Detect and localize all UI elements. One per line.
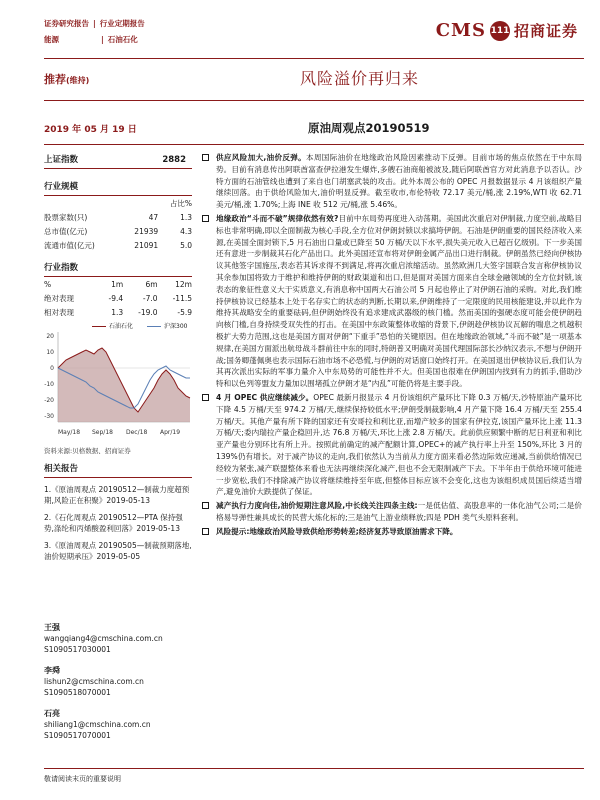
table-row: 流通市值(亿元) 21091 5.0 [44, 240, 192, 250]
analyst-name: 李舜 [44, 666, 60, 675]
subtitle-divider [44, 144, 584, 145]
share-header: 占比% [169, 198, 192, 208]
paragraph-lead: 供应风险加大,油价反弹。 [216, 153, 307, 162]
body-paragraph-2 [202, 213, 582, 390]
table-row: % 1m 6m 12m [44, 279, 192, 289]
body-paragraph-5 [202, 526, 582, 538]
body-paragraph-1 [202, 152, 582, 211]
report-date: 2019 年 05 月 19 日 [44, 125, 137, 135]
analyst-name: 王强 [44, 623, 60, 632]
report-title: 风险溢价再归来 [300, 69, 420, 88]
paragraph-text: 一是低估值、高股息率的一体化油气公司;二是价格易导弹性兼具成长的民营大炼化标的;三是油气上游业绩释放;四是 PDH 类气头原料套利。 [216, 501, 582, 522]
index-row [44, 152, 192, 169]
report-subtitle: 原油周观点20190519 [308, 121, 430, 135]
legend-benchmark-swatch [147, 326, 161, 327]
company-logo [436, 20, 578, 41]
y-tick: -20 [44, 397, 54, 404]
related-report-1[interactable]: 1.《原油周观点 20190512—制裁力度超预期,风险正在积聚》2019-05-13 [44, 485, 190, 505]
industry-area [58, 348, 190, 422]
legend-industry-swatch [92, 326, 106, 327]
table-row: 总市值(亿元) 21939 4.3 [44, 226, 192, 236]
report-category: 证券研究报告 [44, 19, 89, 28]
rating [44, 71, 89, 87]
paragraph-lead: 减产执行力度向佳,油价短期注意风险,中长线关注四条主线: [216, 501, 418, 511]
body-paragraph-3 [202, 392, 582, 498]
paragraph-lead: 风险提示: [216, 526, 250, 536]
checkbox-bullet-icon [202, 502, 209, 509]
y-tick: 10 [46, 349, 54, 356]
paragraph-text: 本周国际油价在地缘政治风险因素推动下反弹。目前市场的焦点依然在于中东局势。目前有消息传出阿联酋富查伊拉港发生爆炸,多艘石油商船被波及,随后阿联酋官方对此消息予以否认。沙特方面的石油管线也遭到了来自也门胡塞武装的攻击。此外本周公布的 OPEC 月报数据显示 4 月该组织产量继续回落。由于供给风险加大,油价明显反弹。截至收市,布伦特收 72.17 美元/桶,涨 2.19%,WTI 收 62.71 美元/桶,涨 1.70%;上海 INE 收 512 元/桶,涨 5.46%。 [216, 153, 582, 210]
perf-title: 行业指数 [44, 260, 192, 277]
table-row: 绝对表现 -9.4 -7.0 -11.5 [44, 293, 192, 303]
performance-chart [44, 330, 192, 438]
report-type: 行业定期报告 [99, 19, 145, 28]
x-tick: May/18 [58, 429, 81, 436]
index-label: 上证指数 [44, 155, 79, 165]
table-row [44, 196, 192, 210]
index-value: 2882 [162, 155, 186, 165]
analyst-id: S1090517030001 [44, 645, 111, 654]
analyst-email[interactable]: shiliang1@cmschina.com.cn [44, 720, 151, 729]
checkbox-bullet-icon [202, 394, 209, 401]
x-tick: Sep/18 [92, 429, 113, 436]
x-tick: Dec/18 [126, 429, 148, 436]
body-paragraph-4 [202, 500, 582, 524]
paragraph-text: 目前中东局势再度进入动荡期。美国此次重启对伊制裁,力度空前,战略目标也非常明确,即以全面制裁为核心手段,全方位对伊朗封锁以求搞垮伊朗。石油是伊朗重要的国民经济收入来源,在美国全面封锁下,5 月石油出口量或已降至 50 万桶/天以下水平,损失美元收入已超百亿级别。下一步美国还有意进一步制裁其石化产品出口。此外美国还宣布将对伊朗金属产品出口进行制裁。伊朗虽然已经向伊核协议其他签字国施压,表态若其诉求得不到满足,将再次重启浓缩活动。虽然欧洲几大签字国联合发言称伊核协议其余参加国将致力于维护和维持伊朗的财政渠道和出口,但是面对美国方面来自全球金融领域的全方位封锁,该表态的象征性意义大于实质意义,有消息称中国两大石油公司 5 月起也停止了对伊朗石油的采购。对此,我们维持伊核协议已经基本上处于名存实亡的状态的判断,长期以来,伊朗维持了一定限度的民用核能建设,并以此作为维持其战略安全的重要砝码,但伊朗始终没有追求建成武器级的核门槛。然而美国的强硬态度可能会使伊朗趋向核门槛,自身持续受双失性的打击。在美国中东政策整体收缩的背景下,伊朗趁伊核协议瓦解的喘息之机越积极扩大势力范围,这也是美国方面对伊朗“下重手”恐怕的关键原因。但在地缘政治领域,“斗而不破”是一项基本规律,在美国方面派出航母战斗群前往中东的同时,特朗普又明确对美国代理国际部长沙纳汉表示,不想与伊朗开战;国务卿蓬佩奥也表示国际石油市场不必恐慌,与伊朗的对话窗口始终打开。在美国退出伊核协议后,我们认为其再次派出实际的军事力量介入中东局势的可能性并不大。但美国也很难在伊朗国内找到有力的抓手,借助沙特和以色列等盟友力量加以围堵孤立伊朗才是“内乱”可能仍将是主要手段。 [216, 213, 582, 389]
checkbox-bullet-icon [202, 154, 209, 161]
paragraph-lead: 4 月 OPEC 供应继续减少。 [216, 392, 314, 402]
report-industry: 石油石化 [107, 35, 138, 44]
sidebar [44, 152, 192, 741]
footer-note: 敬请阅读末页的重要说明 [44, 775, 121, 783]
y-tick: -10 [44, 381, 54, 388]
table-row: 股票家数(只) 47 1.3 [44, 212, 192, 222]
performance-table [44, 277, 192, 319]
logo-badge: 111 [490, 21, 510, 41]
report-team: 能源 [44, 35, 59, 44]
legend-industry: 石油石化 [92, 321, 133, 330]
related-report-3[interactable]: 3.《原油周观点 20190505—制裁预期落地,油价短期承压》2019-05-05 [44, 541, 192, 561]
checkbox-bullet-icon [202, 215, 209, 222]
analyst-email[interactable]: wangqiang4@cmschina.com.cn [44, 634, 163, 643]
analyst-id: S1090517070001 [44, 731, 111, 740]
analyst-1 [44, 622, 192, 655]
chart-legend [92, 321, 192, 330]
header-meta: 证券研究报告 | 行业定期报告 能源 | 石油石化 [44, 19, 145, 44]
y-tick: 20 [46, 333, 54, 340]
industry-basic-table [44, 196, 192, 252]
header-divider [44, 58, 584, 59]
y-tick: -30 [44, 413, 54, 420]
related-report-2[interactable]: 2.《石化周观点 20190512—PTA 保持强势,涤纶和丙烯酸盈利回落》2019-05-13 [44, 513, 183, 533]
analyst-email[interactable]: lishun2@cmschina.com.cn [44, 677, 144, 686]
analyst-2 [44, 665, 192, 698]
chart-source: 资料来源:贝格数据、招商证券 [44, 447, 131, 455]
related-title: 相关报告 [44, 461, 192, 478]
report-header [44, 12, 584, 58]
y-tick: 0 [50, 365, 54, 372]
analyst-name: 石亮 [44, 709, 60, 718]
legend-benchmark: 沪深300 [147, 321, 187, 330]
industry-basic-title: 行业规模 [44, 179, 192, 196]
rating-sub: (维持) [66, 76, 90, 85]
checkbox-bullet-icon [202, 528, 209, 535]
x-tick: Apr/19 [160, 429, 181, 436]
rating-label: 推荐 [44, 73, 66, 86]
analyst-id: S1090518070001 [44, 688, 111, 697]
table-row: 相对表现 1.3 -19.0 -5.9 [44, 307, 192, 317]
logo-chinese: 招商证券 [513, 22, 578, 40]
report-body [202, 152, 582, 540]
paragraph-text: 地缘政治风险导致供给形势转差;经济复苏导致原油需求下降。 [249, 526, 458, 536]
footer-divider [44, 768, 584, 769]
logo-latin: CMS [435, 20, 486, 41]
title-divider [44, 100, 584, 101]
analyst-3 [44, 708, 192, 741]
paragraph-text: OPEC 最新月报显示 4 月份该组织产量环比下降 0.3 万桶/天,沙特原油产量环比下降 4.5 万桶/天至 974.2 万桶/天,继续保持较低水平;伊朗受制裁影响,4 月产量下降 16.4 万桶/天至 255.4 万桶/天。其他产量有所下降的国家还有安哥拉和利比亚,而增产较多的国家有伊拉克,该国产量环比上涨 11.3 万桶/天;委内瑞拉产量企稳回升,达 76.8 万桶/天,环比上涨 2.8 万桶/天。此前供应频繁中断的尼日利亚和利比亚产量也分别环比有所上升。按照此前确定的减产配额计算,OPEC+的减产执行率上升至 150%,环比 3 月的 139%仍有增长。对于减产协议的走向,我们依然认为当前从力度方面来看必然边际效应递减,当前供给情况已经较为紧张,减产联盟整体来看也无法再继续深化减产,但也不会无限制减产下去。下半年由于供给环境可能进一步宽松,我们不排除减产协议将继续维持至年底,但整体目标应该不会变化,这也为该组织成员国后续适当增产,避免油价大跌提供了保证。 [216, 392, 583, 497]
paragraph-lead: 地缘政治“斗而不破”规律依然有效? [216, 213, 339, 223]
